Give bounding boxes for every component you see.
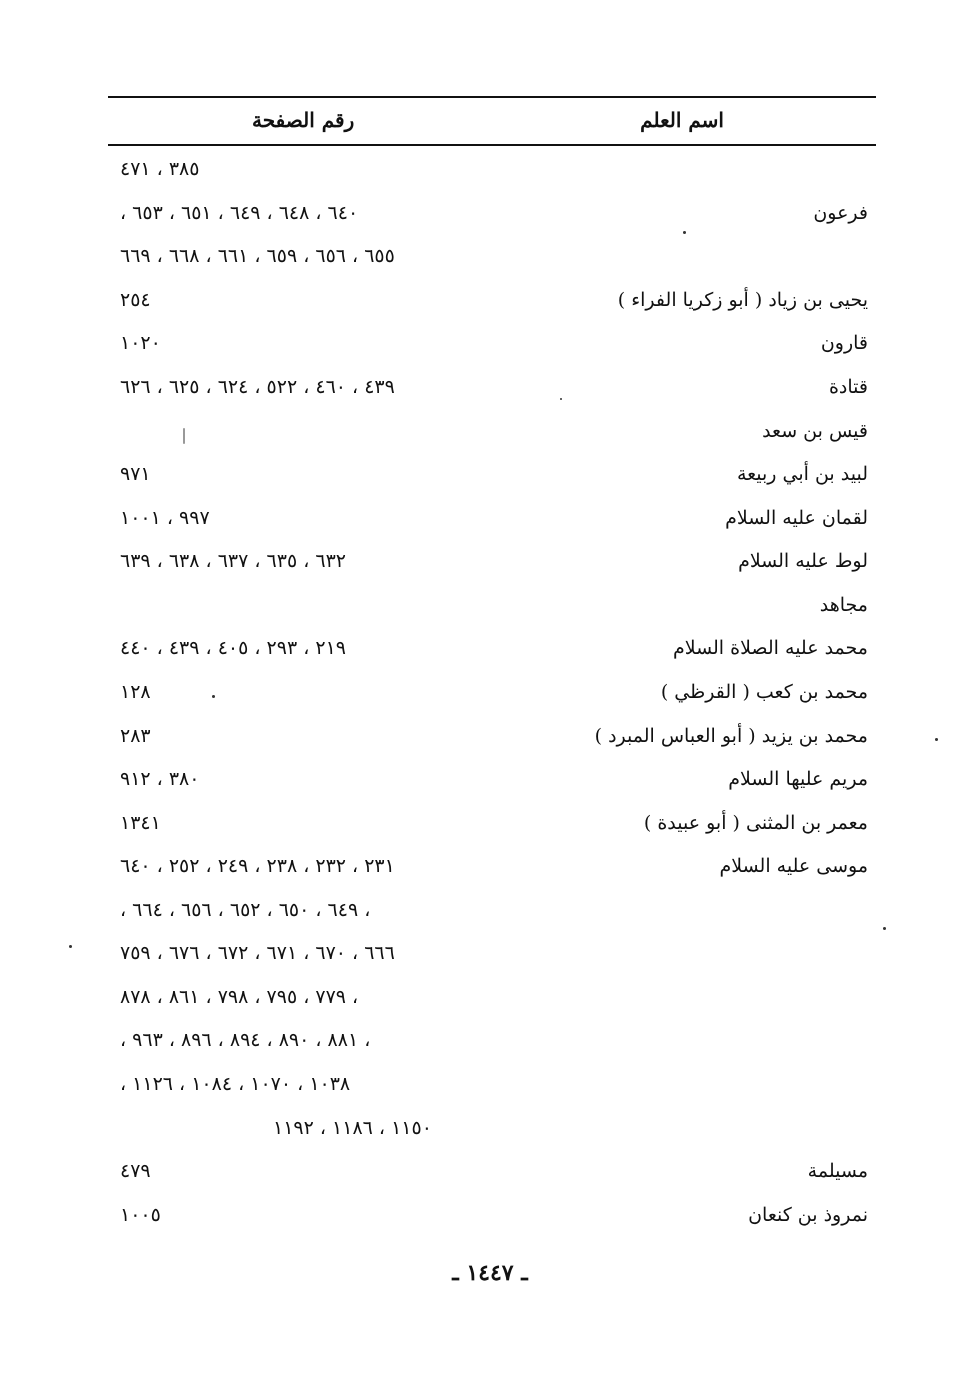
header-top-rule xyxy=(108,96,876,98)
scan-speck xyxy=(69,945,72,948)
entry-name: معمر بن المثنى ( أبو عبيدة ) xyxy=(643,812,868,834)
index-row xyxy=(108,849,868,889)
index-row xyxy=(108,588,868,628)
index-row xyxy=(108,806,868,846)
entry-name: لقمان عليه السلام xyxy=(725,507,868,529)
entry-pages: ٦٥٥ ، ٦٥٦ ، ٦٥٩ ، ٦٦١ ، ٦٦٨ ، ٦٦٩ xyxy=(120,245,395,267)
entry-pages: ، ٨٨١ ، ٨٩٠ ، ٨٩٤ ، ٨٩٦ ، ٩٦٣ ، xyxy=(120,1029,371,1051)
index-row xyxy=(108,501,868,541)
entry-pages: ١٠٠٥ xyxy=(120,1204,161,1226)
entry-name: محمد بن يزيد ( أبو العباس المبرد ) xyxy=(594,725,868,747)
index-row xyxy=(108,762,868,802)
entry-pages: ، ٧٧٩ ، ٧٩٥ ، ٧٩٨ ، ٨٦١ ، ٨٧٨ xyxy=(120,986,359,1008)
entry-pages: ٣٨٥ ، ٤٧١ xyxy=(120,158,200,180)
entry-name: مسيلمة xyxy=(807,1160,868,1182)
entry-name: موسى عليه السلام xyxy=(719,855,868,877)
index-row xyxy=(108,719,868,759)
entry-pages: ٢٨٣ xyxy=(120,725,151,747)
index-row xyxy=(108,457,868,497)
entry-pages: ٦٤٠ ، ٦٤٨ ، ٦٤٩ ، ٦٥١ ، ٦٥٣ ، xyxy=(120,202,359,224)
index-row xyxy=(108,1154,868,1194)
page-number: ـ ١٤٤٧ ـ xyxy=(452,1260,528,1286)
entry-pages: ٤٧٩ xyxy=(120,1160,151,1182)
entry-pages: ١٢٨ xyxy=(120,681,151,703)
index-row xyxy=(108,1111,868,1151)
entry-name: محمد بن كعب ( القرظي ) xyxy=(660,681,868,703)
index-row xyxy=(108,980,868,1020)
entry-name: قارون xyxy=(820,332,868,354)
index-row xyxy=(108,544,868,584)
index-row xyxy=(108,283,868,323)
entry-pages: ، ٦٤٩ ، ٦٥٠ ، ٦٥٢ ، ٦٥٦ ، ٦٦٤ ، xyxy=(120,899,371,921)
header-bottom-rule xyxy=(108,144,876,146)
entry-name: يحيى بن زياد ( أبو زكريا الفراء ) xyxy=(617,289,868,311)
entry-pages: ١٠٣٨ ، ١٠٧٠ ، ١٠٨٤ ، ١١٢٦ ، xyxy=(120,1073,351,1095)
scan-speck xyxy=(935,738,938,741)
scan-speck xyxy=(683,231,686,234)
index-row xyxy=(108,1067,868,1107)
entry-pages: ٩٩٧ ، ١٠٠١ xyxy=(120,507,210,529)
entry-name: محمد عليه الصلاة السلام xyxy=(672,637,868,659)
index-row xyxy=(108,1023,868,1063)
index-row xyxy=(108,239,868,279)
entry-name: نمروذ بن كنعان xyxy=(748,1204,868,1226)
entry-name: مريم عليها السلام xyxy=(728,768,868,790)
index-row xyxy=(108,675,868,715)
scan-speck xyxy=(883,927,886,930)
entry-name: فرعون xyxy=(813,202,868,224)
entry-pages: ٦٣٢ ، ٦٣٥ ، ٦٣٧ ، ٦٣٨ ، ٦٣٩ xyxy=(120,550,346,572)
entry-pages: ٩٧١ xyxy=(120,463,151,485)
index-row xyxy=(108,1198,868,1238)
entry-pages: ٢١٩ ، ٢٩٣ ، ٤٠٥ ، ٤٣٩ ، ٤٤٠ xyxy=(120,637,346,659)
index-row xyxy=(108,326,868,366)
entry-pages: ٢٥٤ xyxy=(120,289,151,311)
index-row xyxy=(108,152,868,192)
entry-pages: ٤٣٩ ، ٤٦٠ ، ٥٢٢ ، ٦٢٤ ، ٦٢٥ ، ٦٢٦ xyxy=(120,376,395,398)
entry-pages: ١٣٤١ xyxy=(120,812,161,834)
scan-speck xyxy=(212,695,215,698)
entry-name: قتادة xyxy=(828,376,868,398)
entry-pages: ١٠٢٠ xyxy=(120,332,161,354)
entry-pages: ١١٥٠ ، ١١٨٦ ، ١١٩٢ xyxy=(273,1117,432,1139)
entry-pages: ٦٦٦ ، ٦٧٠ ، ٦٧١ ، ٦٧٢ ، ٦٧٦ ، ٧٥٩ xyxy=(120,942,395,964)
column-header-name: اسم العلم xyxy=(640,108,724,132)
index-row xyxy=(108,631,868,671)
index-row xyxy=(108,893,868,933)
entry-name: مجاهد xyxy=(819,594,868,616)
entry-pages: ٣٨٠ ، ٩١٢ xyxy=(120,768,200,790)
index-row xyxy=(108,370,868,410)
index-row xyxy=(108,196,868,236)
entry-name: لوط عليه السلام xyxy=(738,550,868,572)
entry-pages: ٢٣١ ، ٢٣٢ ، ٢٣٨ ، ٢٤٩ ، ٢٥٢ ، ٦٤٠ xyxy=(120,855,395,877)
entry-name: قيس بن سعد xyxy=(762,420,868,442)
scan-speck xyxy=(183,428,185,444)
index-row xyxy=(108,936,868,976)
column-header-page: رقم الصفحة xyxy=(252,108,355,132)
index-row xyxy=(108,414,868,454)
scan-speck xyxy=(560,398,562,400)
entry-name: لبيد بن أبي ربيعة xyxy=(736,463,868,485)
